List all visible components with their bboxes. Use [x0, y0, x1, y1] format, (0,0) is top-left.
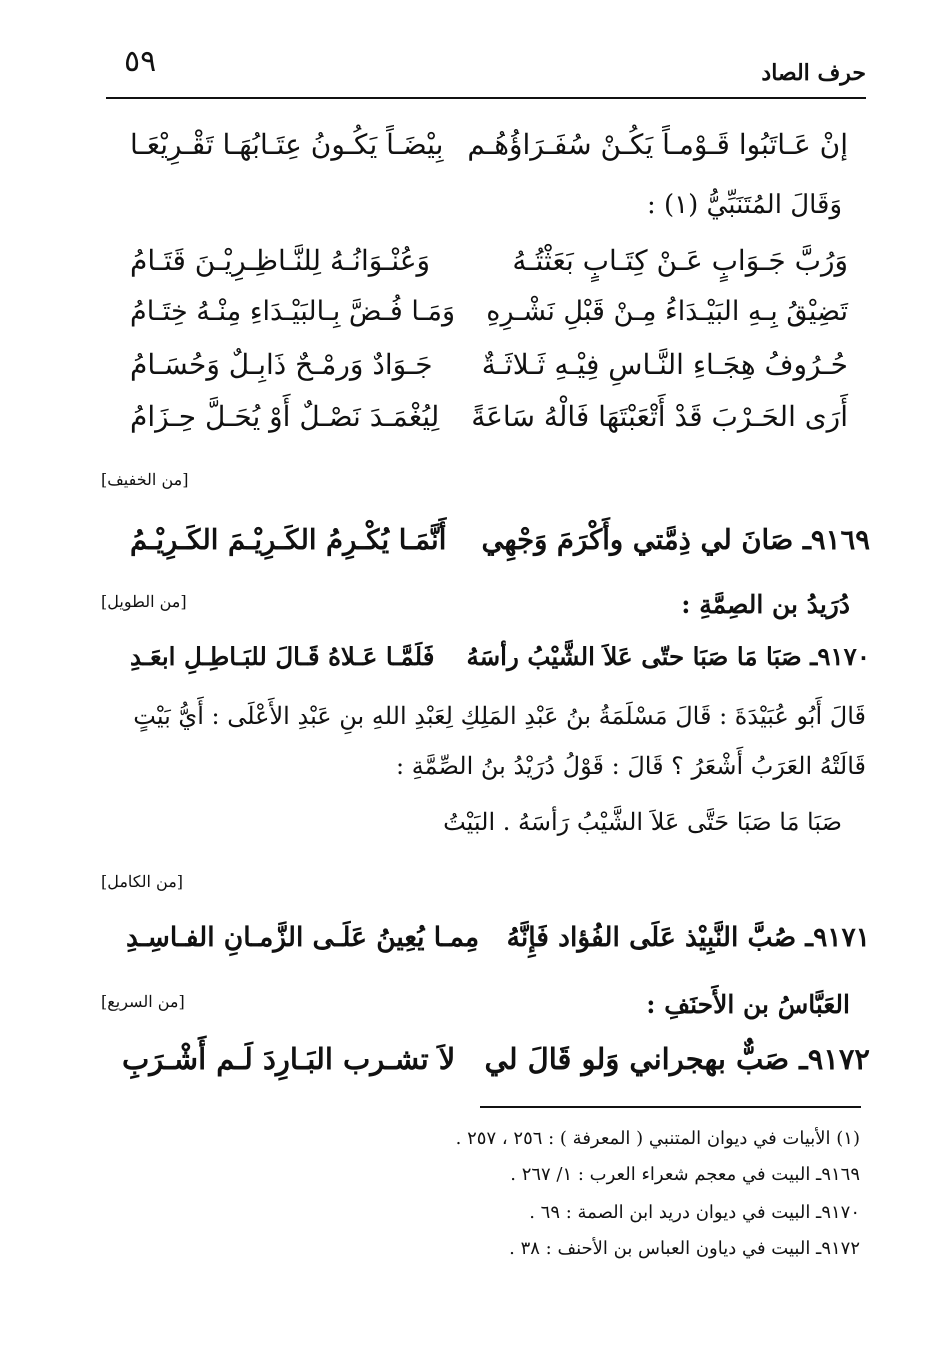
meter-label: [من السريع] — [101, 992, 185, 1011]
poet-name: دُرَيدُ بن الصِمَّةِ : — [681, 590, 850, 619]
meter-label: [من الكامل] — [101, 872, 184, 891]
verse-second-hemistich: وَعُنْـوَانُـهُ لِلنَّـاظِـرِيْـنَ قَتَـامُ — [130, 244, 431, 277]
verse-line — [130, 400, 848, 446]
verse-line — [130, 244, 848, 290]
verse-second-hemistich: وَمَـا فُـضَّ بِـالبَيْـدَاءِ مِنْـهُ خِتَـامُ — [130, 296, 456, 327]
prose-line: صَبَا مَا صَبَا حَتَّى عَلاَ الشَّيْبُ رَأسَهُ . البَيْتُ — [443, 808, 842, 836]
numbered-verse-9169 — [130, 524, 870, 570]
numbered-verse-9172 — [122, 1042, 870, 1088]
verse-first-hemistich: أَرَى الحَـرْبَ قَدْ أَتْعَبْتَهَا فَالْهُ سَاعَةً — [471, 400, 848, 433]
verse-second-hemistich: مِمـا يُعِينُ عَلَـى الزَّمـانِ الفـاسِـدِ — [126, 922, 480, 953]
verse-first-hemistich: إنْ عَـاتَبُوا قَـوْمـاً يَكُـنْ سُفَـرَاؤُهُـم — [467, 128, 848, 161]
prose-line: قَالَتْهُ العَرَبُ أَشْعَرُ ؟ قَالَ : قَوْلُ دُرَيْدُ بنُ الصِّمَّةِ : — [396, 752, 866, 780]
verse-second-hemistich: جَـوَادٌ وَرمْـحٌ ذَابِـلٌ وَحُسَـامُ — [130, 348, 433, 381]
verse-first-hemistich: تَضِيْقُ بِـهِ البَيْـدَاءُ مِـنْ قَبْلِ نَشْـرِهِ — [486, 296, 848, 327]
verse-line — [130, 128, 848, 174]
poet-name: العَبَّاسُ بن الأَحنَفِ : — [646, 990, 850, 1019]
verse-first-hemistich: ٩١٧١ـ صُبَّ النَّبِيْذ عَلَى الفُؤاد فَإِنَّهُ — [506, 922, 870, 953]
verse-first-hemistich: ٩١٧٠ـ صَبَا مَا صَبَا حتّى عَلاَ الشَّيْبُ رأسَهُ — [466, 642, 870, 671]
verse-second-hemistich: فَلَمَّـا عَـلاهُ قَـالَ للبَـاطِـلِ ابعَـدِ — [130, 642, 435, 671]
footnote: ٩١٧٢ـ البيت في دياون العباس بن الأحنف : ٣٨ . — [509, 1238, 860, 1259]
page-number: ٥٩ — [124, 44, 157, 79]
prose-line: قَالَ أَبُو عُبَيْدَةَ : قَالَ مَسْلَمَةُ بنُ عَبْدِ المَلِكِ لِعَبْدِ اللهِ بنِ عَبْدِ الأَعْلَى : أَيُّ بَيْتٍ — [133, 702, 866, 730]
footnote-rule — [480, 1106, 861, 1108]
footnote: ٩١٧٠ـ البيت في ديوان دريد ابن الصمة : ٦٩ . — [529, 1202, 860, 1223]
poet-intro: وَقَالَ المُتَنَبِّيُّ (١) : — [647, 190, 842, 220]
footnote: ٩١٦٩ـ البيت في معجم شعراء العرب : ١/ ٢٦٧ . — [510, 1164, 860, 1185]
meter-label: [من الطويل] — [101, 592, 187, 611]
numbered-verse-9170 — [130, 642, 870, 688]
meter-label: [من الخفيف] — [101, 470, 189, 489]
verse-second-hemistich: لِيُغْمَـدَ نَصْـلٌ أَوْ يُحَـلَّ حِـزَامُ — [130, 400, 440, 433]
verse-line — [130, 296, 848, 342]
verse-first-hemistich: حُـرُوفُ هِجَـاءِ النَّـاسِ فِيْـهِ ثَـلاثَـةٌ — [481, 348, 848, 381]
numbered-verse-9171 — [126, 922, 870, 968]
running-title: حرف الصاد — [761, 60, 866, 86]
verse-first-hemistich: وَرُبَّ جَـوَابٍ عَـنْ كِتَـابٍ بَعَثْتُـهُ — [512, 244, 848, 277]
verse-first-hemistich: ٩١٦٩ـ صَانَ لي ذِمَّتي وأَكْرَمَ وَجْهِي — [481, 524, 870, 556]
header-rule — [106, 97, 866, 99]
verse-second-hemistich: لاَ تشـرب البَـارِدَ لَـم أَشْـرَبِ — [122, 1042, 456, 1076]
verse-line — [130, 348, 848, 394]
footnote: (١) الأبيات في ديوان المتنبي ( المعرفة ) : ٢٥٦ ، ٢٥٧ . — [455, 1128, 860, 1149]
verse-second-hemistich: أَنَّمَـا يُكْـرِمُ الكَـرِيْـمَ الكَـرِيْـمُ — [130, 524, 447, 556]
verse-second-hemistich: بِيْضَـاً يَكُـونُ عِتَـابُهَـا تَقْـرِيْعَـا — [130, 128, 444, 161]
verse-first-hemistich: ٩١٧٢ـ صَبٌّ بهجراني وَلو قَالَ لي — [484, 1042, 870, 1076]
